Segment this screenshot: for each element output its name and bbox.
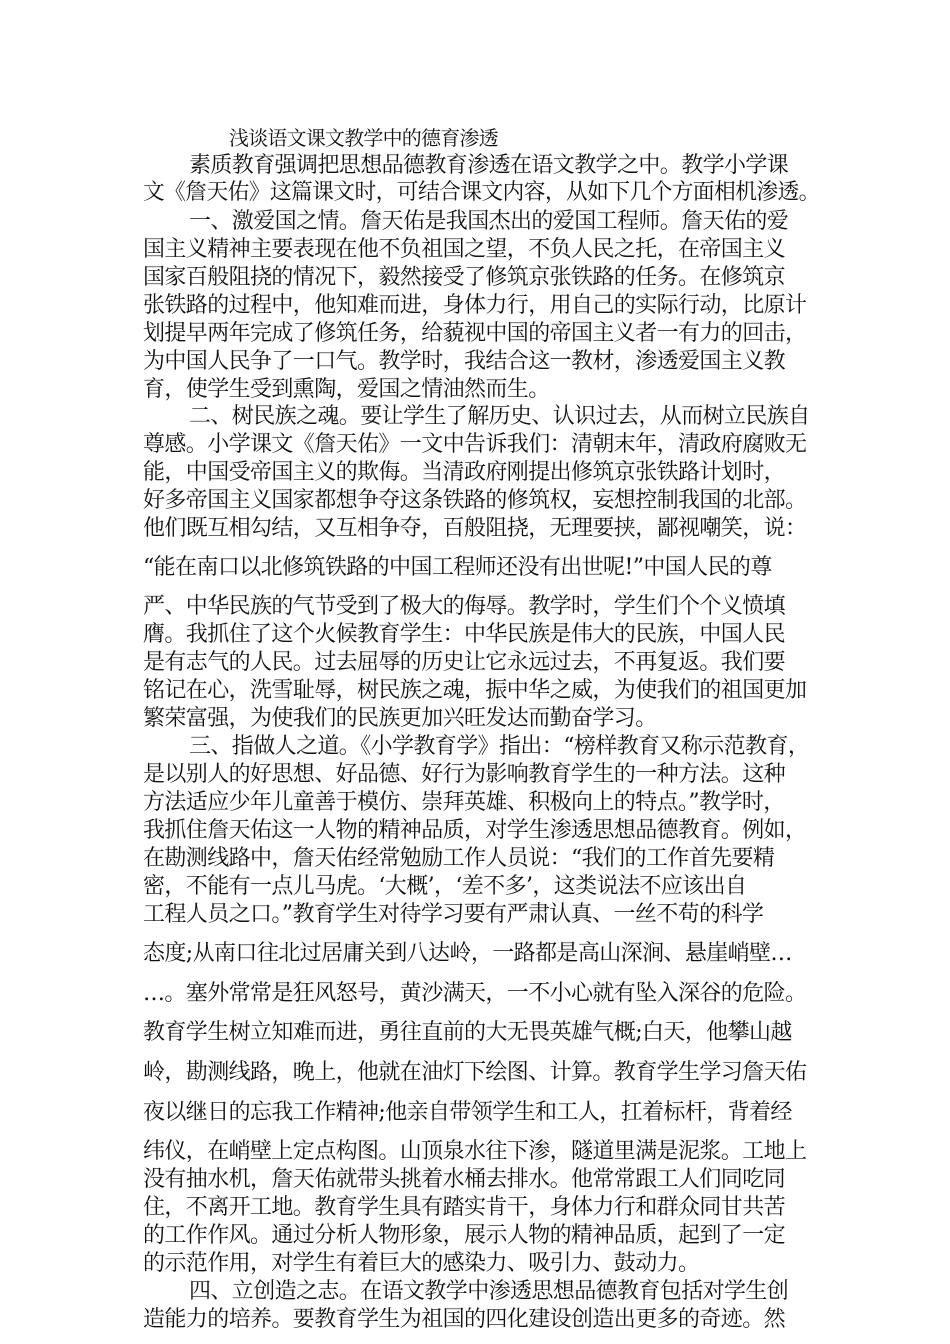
text-line: 划提早两年完成了修筑任务，给藐视中国的帝国主义者一有力的回击，: [143, 321, 807, 346]
text-line: 我抓住詹天佑这一人物的精神品质，对学生渗透思想品德教育。例如，: [143, 818, 807, 843]
text-line: 一、激爱国之情。詹天佑是我国杰出的爱国工程师。詹天佑的爱: [189, 209, 789, 234]
text-line: 工程人员之口。”教育学生对待学习要有严肃认真、一丝不苟的科学: [143, 902, 764, 927]
text-line: 膺。我抓住了这个火候教育学生：中华民族是伟大的民族，中国人民: [143, 622, 786, 647]
text-line: 岭，勘测线路，晚上，他就在油灯下绘图、计算。教育学生学习詹天佑: [143, 1060, 807, 1085]
text-line: 张铁路的过程中，他知难而进，身体力行，用自己的实际行动，比原计: [143, 293, 807, 318]
text-line: 好多帝国主义国家都想争夺这条铁路的修筑权，妄想控制我国的北部。: [143, 488, 807, 513]
document-title: 浅谈语文课文教学中的德育渗透: [229, 126, 498, 150]
text-line: 态度;从南口往北过居庸关到八达岭，一路都是高山深涧、悬崖峭壁…: [143, 941, 792, 966]
text-line: 住，不离开工地。教育学生具有踏实肯干，身体力行和群众同甘共苦: [143, 1195, 786, 1220]
text-line: …。塞外常常是狂风怒号，黄沙满天，一不小心就有坠入深谷的危险。: [143, 981, 807, 1006]
text-line: “能在南口以北修筑铁路的中国工程师还没有出世呢!”中国人民的尊: [143, 555, 772, 580]
text-line: 为中国人民争了一口气。教学时，我结合这一教材，渗透爱国主义教: [143, 349, 786, 374]
text-line: 纬仪，在峭壁上定点构图。山顶泉水往下渗，隧道里满是泥浆。工地上: [143, 1139, 807, 1164]
text-line: 文《詹天佑》这篇课文时，可结合课文内容，从如下几个方面相机渗透。: [143, 180, 820, 205]
text-line: 造能力的培养。要教育学生为祖国的四化建设创造出更多的奇迹。然: [143, 1307, 786, 1332]
text-line: 是有志气的人民。过去屈辱的历史让它永远过去，不再复返。我们要: [143, 650, 786, 675]
text-line: 尊感。小学课文《詹天佑》一文中告诉我们：清朝末年，清政府腐败无: [143, 432, 807, 457]
text-line: 是以别人的好思想、好品德、好行为影响教育学生的一种方法。这种: [143, 762, 786, 787]
text-line: 育，使学生受到熏陶，爱国之情油然而生。: [143, 377, 550, 402]
text-line: 繁荣富强，为使我们的民族更加兴旺发达而勤奋学习。: [143, 706, 657, 731]
text-line: 的示范作用，对学生有着巨大的感染力、吸引力、鼓动力。: [143, 1251, 700, 1276]
text-line: 在勘测线路中，詹天佑经常勉励工作人员说：“我们的工作首先要精: [143, 846, 775, 871]
text-line: 夜以继日的忘我工作精神;他亲自带领学生和工人，扛着标杆，背着经: [143, 1100, 792, 1125]
text-line: 三、指做人之道。《小学教育学》指出：“榜样教育又称示范教育，: [189, 734, 810, 759]
text-line: 能，中国受帝国主义的欺侮。当清政府刚提出修筑京张铁路计划时，: [143, 460, 786, 485]
text-line: 国主义精神主要表现在他不负祖国之望，不负人民之托，在帝国主义: [143, 237, 786, 262]
text-line: 教育学生树立知难而进，勇往直前的大无畏英雄气概;白天，他攀山越: [143, 1020, 792, 1045]
text-line: 铭记在心，洗雪耻辱，树民族之魂，振中华之威，为使我们的祖国更加: [143, 678, 807, 703]
text-line: 没有抽水机，詹天佑就带头挑着水桶去排水。他常常跟工人们同吃同: [143, 1167, 786, 1192]
text-line: 四、立创造之志。在语文教学中渗透思想品德教育包括对学生创: [189, 1279, 789, 1304]
text-line: 他们既互相勾结，又互相争夺，百般阻挠，无理要挟，鄙视嘲笑，说：: [143, 516, 807, 541]
text-line: 的工作作风。通过分析人物形象，展示人物的精神品质，起到了一定: [143, 1223, 786, 1248]
text-line: 严、中华民族的气节受到了极大的侮辱。教学时，学生们个个义愤填: [143, 594, 786, 619]
text-line: 密，不能有一点儿马虎。‘大概’，‘差不多’，这类说法不应该出自: [143, 874, 747, 899]
text-line: 方法适应少年儿童善于模仿、崇拜英雄、积极向上的特点。”教学时，: [143, 790, 785, 815]
text-line: 国家百般阻挠的情况下，毅然接受了修筑京张铁路的任务。在修筑京: [143, 265, 786, 290]
text-line: 素质教育强调把思想品德教育渗透在语文教学之中。教学小学课: [189, 153, 789, 178]
text-line: 二、树民族之魂。要让学生了解历史、认识过去，从而树立民族自: [189, 404, 810, 429]
